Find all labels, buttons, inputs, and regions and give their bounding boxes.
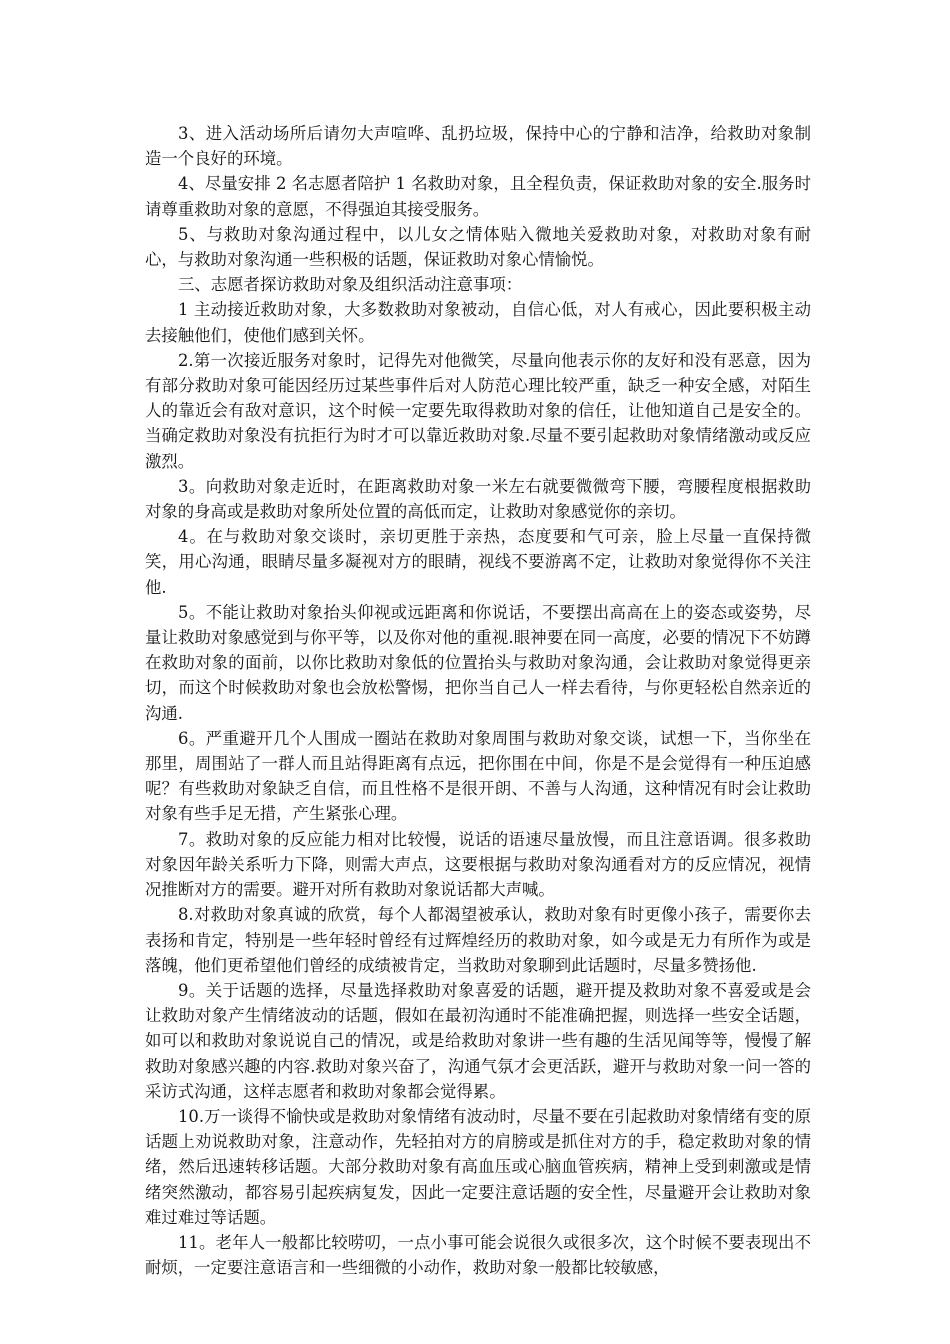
- document-body: [145, 121, 811, 1280]
- paragraph-item-2: 2.第一次接近服务对象时，记得先对他微笑，尽量向他表示你的友好和没有恶意，因为有部分救助对象可能因经历过某些事件后对人防范心理比较严重，缺乏一种安全感，对陌生人的靠近会有敌对意识，这个时候一定要先取得救助对象的信任，让他知道自己是安全的。当确定救助对象没有抗拒行为时才可以靠近救助对象.尽量不要引起救助对象情绪激动或反应激烈。: [145, 350, 811, 471]
- paragraph-item-6: 6。严重避开几个人围成一圈站在救助对象周围与救助对象交谈，试想一下，当你坐在那里，周围站了一群人而且站得距离有点远，把你围在中间，你是不是会觉得有一种压迫感呢？有些救助对象缺乏自信，而且性格不是很开朗、不善与人沟通，这种情况有时会让救助对象有些手足无措，产生紧张心理。: [145, 728, 811, 824]
- paragraph-item-4: 4。在与救助对象交谈时，亲切更胜于亲热，态度要和气可亲，脸上尽量一直保持微笑，用心沟通，眼睛尽量多凝视对方的眼睛，视线不要游离不定，让救助对象觉得你不关注他.: [145, 527, 811, 597]
- paragraph-item-11: 11。老年人一般都比较唠叨，一点小事可能会说很久或很多次，这个时候不要表现出不耐烦，一定要注意语言和一些细微的小动作，救助对象一般都比较敏感，: [145, 1232, 811, 1278]
- paragraph-rule-3: 3、进入活动场所后请勿大声喧哗、乱扔垃圾，保持中心的宁静和洁净，给救助对象制造一个良好的环境。: [145, 124, 811, 169]
- paragraph-item-8: 8.对救助对象真诚的欣赏，每个人都渴望被承认，救助对象有时更像小孩子，需要你去表扬和肯定，特别是一些年轻时曾经有过辉煌经历的救助对象，如今或是无力有所作为或是落魄，他们更希望他们曾经的成绩被肯定，当救助对象聊到此话题时，尽量多赞扬他.: [145, 905, 811, 975]
- paragraph-item-9: 9。关于话题的选择，尽量选择救助对象喜爱的话题，避开提及救助对象不喜爱或是会让救助对象产生情绪波动的话题，假如在最初沟通时不能准确把握，则选择一些安全话题，如可以和救助对象说说自己的情况，或是给救助对象讲一些有趣的生活见闻等等，慢慢了解救助对象感兴趣的内容.救助对象兴奋了，沟通气氛才会更活跃，避开与救助对象一问一答的采访式沟通，这样志愿者和救助对象都会觉得累。: [145, 980, 811, 1101]
- section-heading-three: 三、志愿者探访救助对象及组织活动注意事项：: [178, 275, 523, 295]
- paragraph-item-7: 7。救助对象的反应能力相对比较慢，说话的语速尽量放慢，而且注意语调。很多救助对象因年龄关系听力下降，则需大声点，这要根据与救助对象沟通看对方的反应情况，视情况推断对方的需要。避开对所有救助对象说话都大声喊。: [145, 829, 811, 900]
- paragraph-item-1: 1 主动接近救助对象，大多数救助对象被动，自信心低，对人有戒心，因此要积极主动去接触他们，使他们感到关怀。: [145, 300, 811, 345]
- paragraph-item-10: 10.万一谈得不愉快或是救助对象情绪有波动时，尽量不要在引起救助对象情绪有变的原话题上劝说救助对象，注意动作，先轻拍对方的肩膀或是抓住对方的手，稳定救助对象的情绪，然后迅速转移话题。大部分救助对象有高血压或心脑血管疾病，精神上受到刺激或是情绪突然激动，都容易引起疾病复发，因此一定要注意话题的安全性，尽量避开会让救助对象难过难过等话题。: [145, 1106, 811, 1227]
- paragraph-item-5: 5。不能让救助对象抬头仰视或远距离和你说话，不要摆出高高在上的姿态或姿势，尽量让救助对象感觉到与你平等，以及你对他的重视.眼神要在同一高度，必要的情况下不妨蹲在救助对象的面前，以你比救助对象低的位置抬头与救助对象沟通，会让救助对象觉得更亲切，而这个时候救助对象也会放松警惕，把你当自己人一样去看待，与你更轻松自然亲近的沟通.: [145, 602, 811, 723]
- paragraph-item-3: 3。向救助对象走近时，在距离救助对象一米左右就要微微弯下腰，弯腰程度根据救助对象的身高或是救助对象所处位置的高低而定，让救助对象感觉你的亲切。: [145, 476, 811, 522]
- paragraph-rule-4: 4、尽量安排 2 名志愿者陪护 1 名救助对象，且全程负责，保证救助对象的安全.服务时请尊重救助对象的意愿，不得强迫其接受服务。: [145, 174, 811, 219]
- paragraph-rule-5: 5、与救助对象沟通过程中，以儿女之情体贴入微地关爱救助对象，对救助对象有耐心，与救助对象沟通一些积极的话题，保证救助对象心情愉悦。: [145, 224, 811, 270]
